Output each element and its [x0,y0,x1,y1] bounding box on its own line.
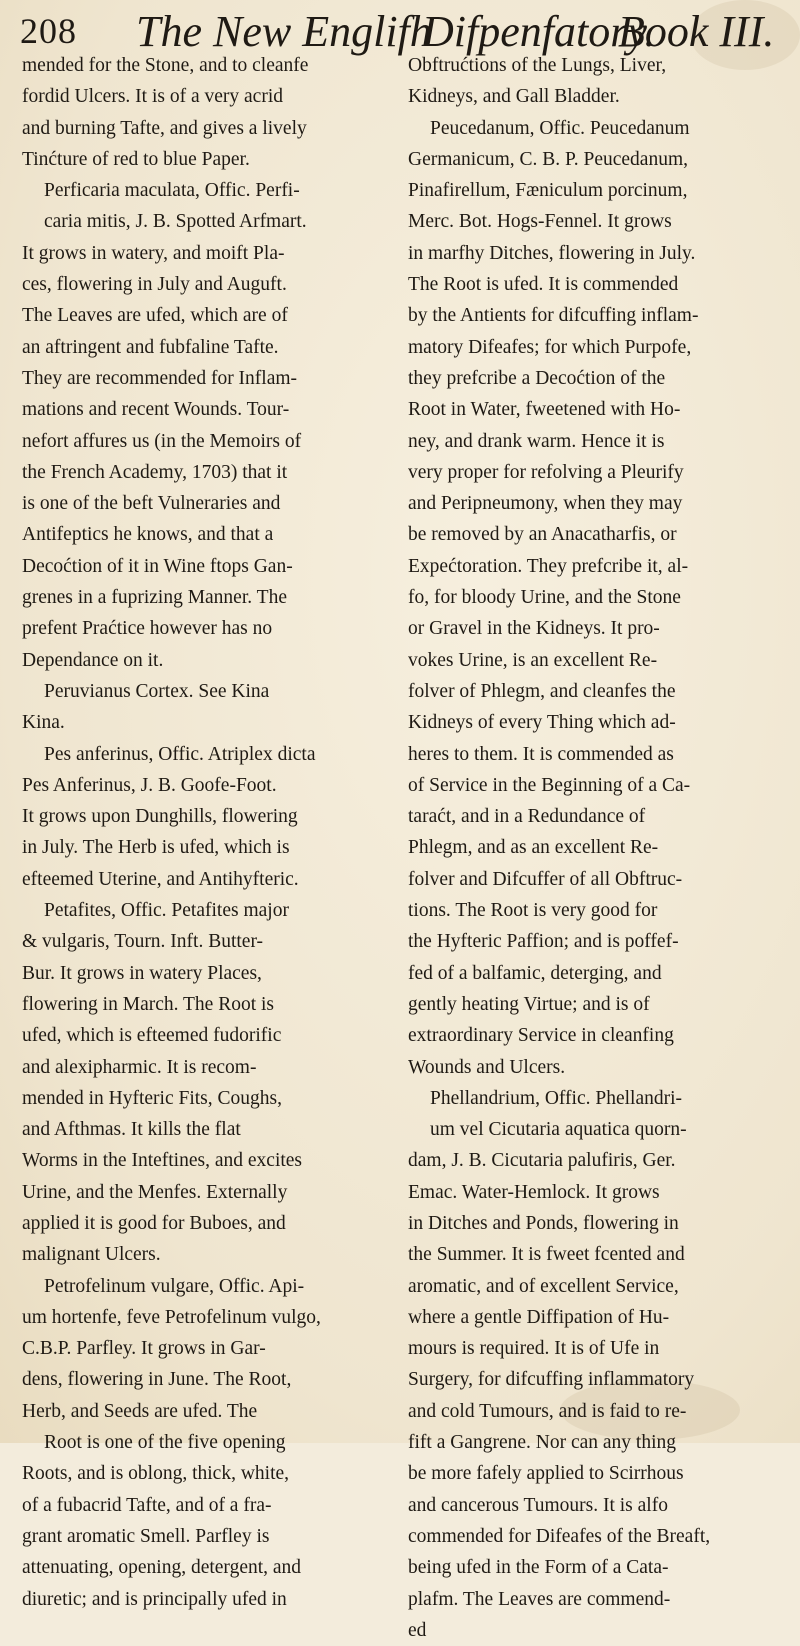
text-line: heres to them. It is commended as [408,743,674,765]
text-line: Kidneys of every Thing which ad- [408,712,676,734]
text-line: & vulgaris, Tourn. Inft. Butter- [22,931,264,953]
text-line: and cancerous Tumours. It is alfo [408,1494,668,1516]
text-line: They are recommended for Inflam- [22,367,298,389]
text-line: by the Antients for difcuffing inflam- [408,305,699,327]
text-line: efteemed Uterine, and Antihyfteric. [22,868,299,890]
text-line: mended in Hyfteric Fits, Coughs, [22,1087,282,1109]
text-line: the French Academy, 1703) that it [22,461,288,483]
text-line: gently heating Virtue; and is of [408,993,650,1015]
text-line: Root in Water, fweetened with Ho- [408,399,681,421]
text-line: be removed by an Anacatharfis, or [408,524,677,546]
text-line: Pes anferinus, Offic. Atriplex dicta [44,743,316,765]
text-line: ney, and drank warm. Hence it is [408,430,665,452]
text-line: The Leaves are ufed, which are of [22,305,288,327]
text-line: ed [408,1619,427,1641]
text-line: Peruvianus Cortex. See Kina [44,680,270,702]
running-title-right: Difpenfatory. [422,7,656,56]
text-line: Surgery, for difcuffing inflammatory [408,1369,695,1391]
text-line: is one of the beft Vulneraries and [22,493,281,515]
text-line: plafm. The Leaves are commend- [408,1588,671,1610]
text-line: um vel Cicutaria aquatica quorn- [430,1119,687,1141]
text-line: Pes Anferinus, J. B. Goofe-Foot. [22,774,277,796]
text-line: Wounds and Ulcers. [408,1056,566,1078]
text-line: dam, J. B. Cicutaria palufiris, Ger. [408,1150,676,1172]
text-line: Roots, and is oblong, thick, white, [22,1463,290,1485]
text-line: in marfhy Ditches, flowering in July. [408,242,696,264]
text-line: Herb, and Seeds are ufed. The [22,1400,258,1422]
text-line: mended for the Stone, and to cleanfe [22,55,309,76]
text-line: Antifeptics he knows, and that a [22,524,274,546]
text-line: grant aromatic Smell. Parfley is [22,1525,270,1547]
text-line: Phlegm, and as an excellent Re- [408,837,659,859]
text-line: Peucedanum, Offic. Peucedanum [430,117,690,139]
text-line: Kidneys, and Gall Bladder. [408,86,620,108]
text-line: Germanicum, C. B. P. Peucedanum, [408,148,688,170]
text-line: where a gentle Diffipation of Hu- [408,1306,670,1328]
text-line: Root is one of the five opening [44,1432,286,1454]
text-line: diuretic; and is principally ufed in [22,1588,287,1610]
text-line: they prefcribe a Decoćtion of the [408,367,666,389]
text-line: an aftringent and fubfaline Tafte. [22,336,279,358]
text-line: Decoćtion of it in Wine ftops Gan- [22,555,293,577]
text-line: Petrofelinum vulgare, Offic. Api- [44,1275,305,1297]
text-line: aromatic, and of excellent Service, [408,1275,679,1297]
text-line: and alexipharmic. It is recom- [22,1056,257,1078]
text-line: the Hyfteric Paffion; and is poffef- [408,931,679,953]
text-line: fed of a balfamic, deterging, and [408,962,662,984]
text-line: fift a Gangrene. Nor can any thing [408,1432,677,1454]
text-line: Obftrućtions of the Lungs, Liver, [408,55,667,76]
text-line: of a fubacrid Tafte, and of a fra- [22,1494,272,1516]
text-line: ufed, which is efteemed fudorific [22,1025,282,1047]
text-line: attenuating, opening, detergent, and [22,1557,302,1579]
text-line: caria mitis, J. B. Spotted Arfmart. [44,211,307,233]
text-line: and cold Tumours, and is faid to re- [408,1400,687,1422]
text-line: fo, for bloody Urine, and the Stone [408,587,681,609]
left-text-column [22,50,392,1615]
text-line: dens, flowering in June. The Root, [22,1369,292,1391]
text-line: vokes Urine, is an excellent Re- [408,649,658,671]
text-line: of Service in the Beginning of a Ca- [408,774,691,796]
text-line: Petafites, Offic. Petafites major [44,900,289,922]
text-line: Tinćture of red to blue Paper. [22,148,250,170]
text-line: be more fafely applied to Scirrhous [408,1463,684,1485]
text-line: and burning Tafte, and gives a lively [22,117,307,139]
text-line: fordid Ulcers. It is of a very acrid [22,86,283,108]
text-line: Emac. Water-Hemlock. It grows [408,1181,660,1203]
text-line: um hortenfe, feve Petrofelinum vulgo, [22,1306,321,1328]
running-title-left: The New Englifh [136,7,432,56]
text-line: folver of Phlegm, and cleanfes the [408,680,676,702]
text-line: folver and Difcuffer of all Obftruc- [408,868,683,890]
text-line: nefort affures us (in the Memoirs of [22,430,302,452]
text-line: Phellandrium, Offic. Phellandri- [430,1087,683,1109]
text-line: malignant Ulcers. [22,1244,161,1266]
text-line: the Summer. It is fweet fcented and [408,1244,685,1266]
text-line: It grows upon Dunghills, flowering [22,806,298,828]
text-line: Urine, and the Menfes. Externally [22,1181,288,1203]
text-line: being ufed in the Form of a Cata- [408,1557,669,1579]
text-line: ces, flowering in July and Auguft. [22,274,287,296]
text-line: very proper for refolving a Pleurify [408,461,684,483]
text-line: Kina. [22,712,65,734]
text-line: mations and recent Wounds. Tour- [22,399,290,421]
text-line: The Root is ufed. It is commended [408,274,679,296]
text-line: or Gravel in the Kidneys. It pro- [408,618,660,640]
book-label: Book III. [618,7,775,56]
text-line: grenes in a fuprizing Manner. The [22,587,287,609]
text-line: Dependance on it. [22,649,164,671]
right-text-column [408,50,778,1646]
text-line: mours is required. It is of Ufe in [408,1338,660,1360]
text-line: Worms in the Inteftines, and excites [22,1150,303,1172]
text-line: tions. The Root is very good for [408,900,658,922]
text-line: prefent Praćtice however has no [22,618,273,640]
text-line: Perficaria maculata, Offic. Perfi- [44,180,300,202]
text-line: C.B.P. Parfley. It grows in Gar- [22,1338,266,1360]
text-line: flowering in March. The Root is [22,993,275,1015]
text-line: Merc. Bot. Hogs-Fennel. It grows [408,211,672,233]
text-line: in Ditches and Ponds, flowering in [408,1212,679,1234]
text-line: matory Difeafes; for which Purpofe, [408,336,692,358]
text-line: extraordinary Service in cleanfing [408,1025,674,1047]
text-line: and Afthmas. It kills the flat [22,1119,241,1141]
text-line: commended for Difeafes of the Breaft, [408,1525,711,1547]
page-number: 208 [20,11,77,51]
text-line: in July. The Herb is ufed, which is [22,837,290,859]
text-line: and Peripneumony, when they may [408,493,683,515]
text-line: It grows in watery, and moift Pla- [22,242,285,264]
text-line: Expećtoration. They prefcribe it, al- [408,555,689,577]
text-line: applied it is good for Buboes, and [22,1212,286,1234]
text-line: Bur. It grows in watery Places, [22,962,262,984]
text-line: Pinafirellum, Fæniculum porcinum, [408,180,688,202]
text-line: taraćt, and in a Redundance of [408,806,646,828]
